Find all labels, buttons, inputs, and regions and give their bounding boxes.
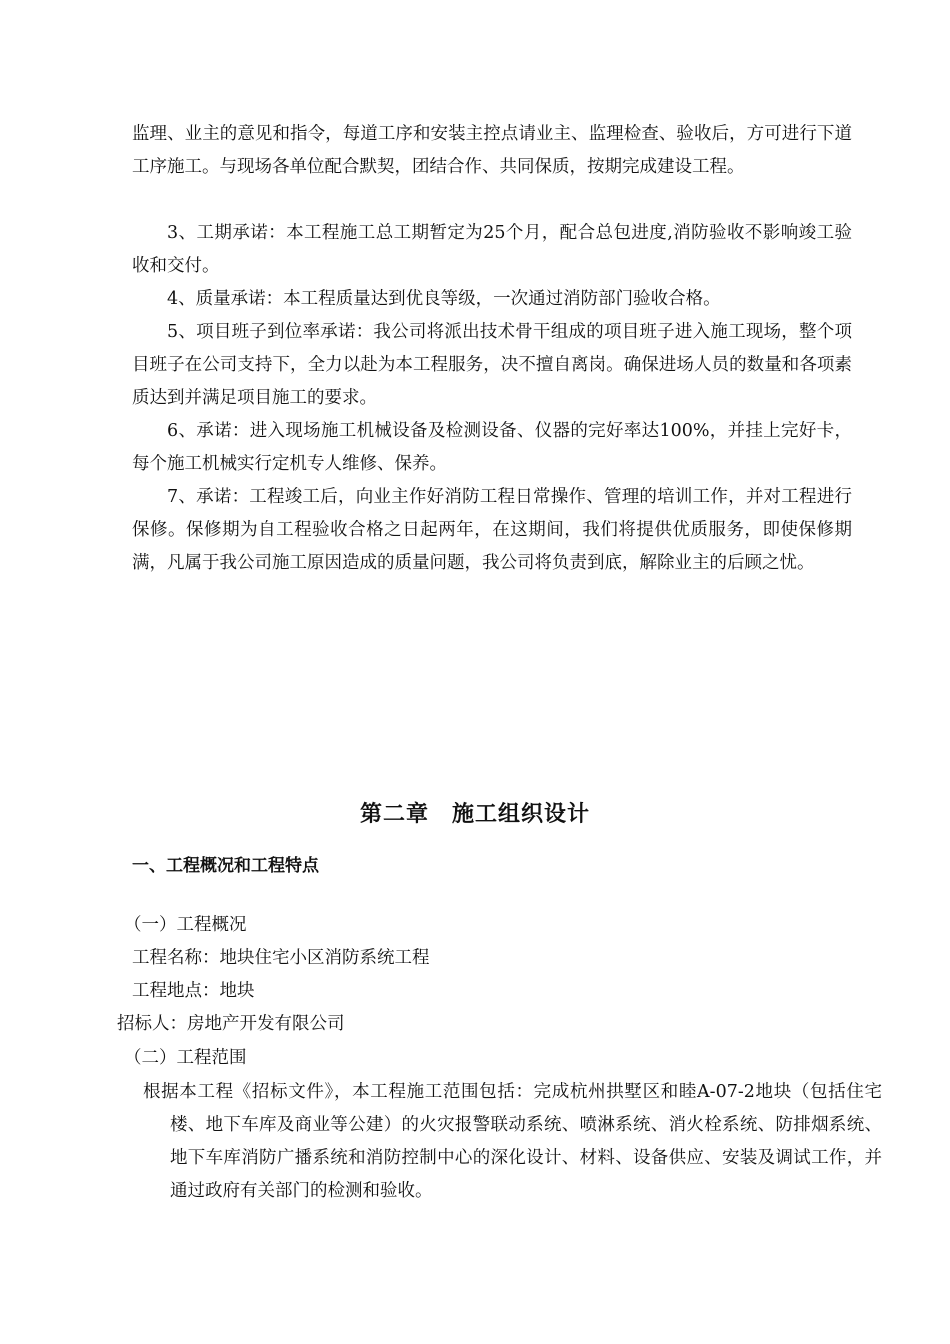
scope-text: 根据本工程《招标文件》，本工程施工范围包括：完成杭州拱墅区和睦A-07-2地块（包括住宅楼、地下车库及商业等公建）的火灾报警联动系统、喷淋系统、消火栓系统、防排烟系统、地下车库消防广播系统和消防控制中心的深化设计、材料、设备供应、安装及调试工作，并通过政府有关部门的检测和验收。 <box>143 1082 882 1201</box>
overview-subheading: （一）工程概况 <box>124 915 247 935</box>
commitment-team: 5、项目班子到位率承诺：我公司将派出技术骨干组成的项目班子进入施工现场，整个项目班子在公司支持下，全力以赴为本工程服务，决不擅自离岗。确保进场人员的数量和各项素质达到并满足项目施工的要求。 <box>132 322 852 408</box>
tenderer: 招标人：房地产开发有限公司 <box>117 1014 345 1034</box>
commitment-equipment: 6、承诺：进入现场施工机械设备及检测设备、仪器的完好率达100%，并挂上完好卡，每个施工机械实行定机专人维修、保养。 <box>132 421 852 474</box>
intro-paragraph: 监理、业主的意见和指令，每道工序和安装主控点请业主、监理检查、验收后，方可进行下道工序施工。与现场各单位配合默契，团结合作、共同保质，按期完成建设工程。 <box>132 124 852 177</box>
commitment-schedule: 3、工期承诺：本工程施工总工期暂定为25个月，配合总包进度,消防验收不影响竣工验收和交付。 <box>132 223 852 276</box>
scope-subheading: （二）工程范围 <box>124 1048 247 1068</box>
chapter-title: 第二章 施工组织设计 <box>359 802 590 827</box>
project-location: 工程地点：地块 <box>132 981 255 1001</box>
commitment-quality: 4、质量承诺：本工程质量达到优良等级，一次通过消防部门验收合格。 <box>167 289 721 309</box>
section-heading: 一、工程概况和工程特点 <box>132 856 319 876</box>
commitment-warranty: 7、承诺：工程竣工后，向业主作好消防工程日常操作、管理的培训工作，并对工程进行保修。保修期为自工程验收合格之日起两年，在这期间，我们将提供优质服务，即使保修期满，凡属于我公司施工原因造成的质量问题，我公司将负责到底，解除业主的后顾之忧。 <box>132 487 852 573</box>
project-name: 工程名称：地块住宅小区消防系统工程 <box>132 948 430 968</box>
